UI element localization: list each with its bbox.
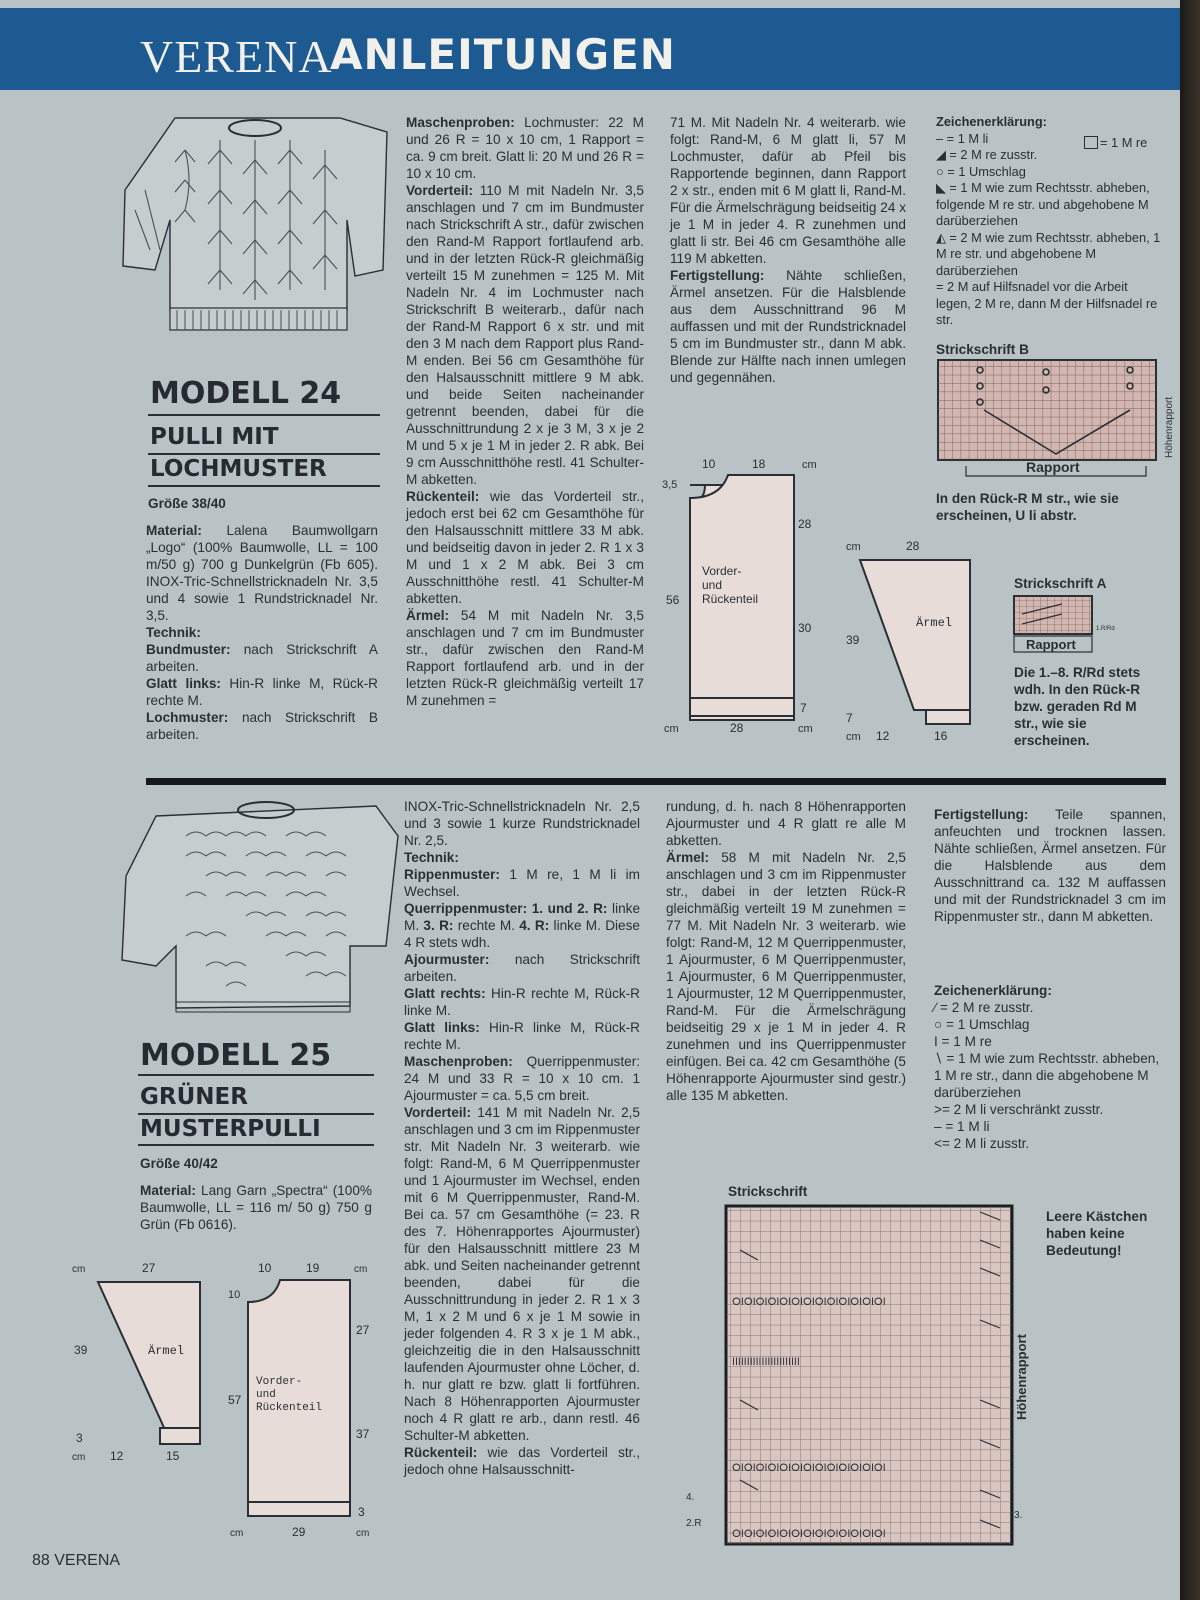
svg-text:cm: cm — [846, 731, 861, 743]
svg-text:37: 37 — [356, 1427, 370, 1441]
body-label-1: Vorder- — [702, 564, 742, 578]
paragraph: Technik: — [146, 625, 201, 640]
paragraph: Rückenteil: wie das Vorderteil str., jedoch erst bei 62 cm Gesamthöhe für den Halsausschnitt mittlere 33 M abk. und beidseitig davon in jeder 2. R 1 x 3 M und 1 x 2 M abk. Bei 3 cm Ausschnitthöhe restl. 41 Schulter-M abketten. — [406, 489, 644, 606]
chartB-title: Strickschrift B — [936, 342, 1029, 357]
svg-text:cm: cm — [802, 459, 817, 471]
model24-column-1 — [146, 522, 378, 743]
model24-column-2 — [406, 114, 644, 709]
model25-chart-title: Strickschrift — [728, 1184, 808, 1199]
magazine-binding — [1180, 0, 1200, 1600]
paragraph: rundung, d. h. nach 8 Höhenrapporten Ajourmuster und 4 R glatt re alle M abketten. — [666, 799, 906, 848]
paragraph: Ajourmuster: nach Strickschrift arbeiten. — [404, 952, 640, 984]
model24-subtitle-1: PULLI MIT — [150, 424, 279, 450]
svg-text:1.R/Rd: 1.R/Rd — [1096, 626, 1115, 632]
svg-text:12: 12 — [110, 1449, 124, 1463]
svg-text:7: 7 — [800, 701, 807, 715]
svg-text:ⵔⵏⵔⵏⵔⵏⵔⵏⵔⵏⵔⵏⵔⵏⵔⵏⵔⵏⵔⵏⵔⵏⵔⵏⵔⵏ: ⵔⵏⵔⵏⵔⵏⵔⵏⵔⵏⵔⵏⵔⵏⵔⵏⵔⵏⵔⵏⵔⵏⵔⵏⵔⵏ — [732, 1529, 886, 1540]
svg-text:28: 28 — [730, 721, 744, 735]
chartB-grid — [936, 358, 1176, 488]
svg-text:3: 3 — [76, 1431, 83, 1445]
paragraph: Rückenteil: wie das Vorderteil str., jedoch ohne Halsausschnitt- — [404, 1445, 640, 1477]
svg-text:und: und — [256, 1389, 276, 1401]
svg-text:7: 7 — [846, 711, 853, 725]
svg-text:18: 18 — [752, 457, 766, 471]
paragraph: Fertigstellung: Teile spannen, anfeuchten und trocknen lassen. Nähte schließen, Ärmel ansetzen. Für die Halsblende aus dem Ausschnittrand ca. 132 M auffassen und mit der Rundstricknadel 3 cm im Rippenmuster str., dann M abketten. — [934, 807, 1166, 924]
model25-title-rule — [138, 1074, 374, 1076]
paragraph: Glatt rechts: Hin-R rechte M, Rück-R linke M. — [404, 986, 641, 1018]
svg-text:ⵔⵏⵔⵏⵔⵏⵔⵏⵔⵏⵔⵏⵔⵏⵔⵏⵔⵏⵔⵏⵔⵏⵔⵏⵔⵏ: ⵔⵏⵔⵏⵔⵏⵔⵏⵔⵏⵔⵏⵔⵏⵔⵏⵔⵏⵔⵏⵔⵏⵔⵏⵔⵏ — [732, 1297, 886, 1308]
model25-title: MODELL 25 — [140, 1038, 332, 1073]
model25-subtitle-rule-2 — [138, 1144, 374, 1146]
model24-column-3 — [670, 114, 906, 386]
svg-text:3,5: 3,5 — [662, 479, 678, 491]
model25-column-4 — [934, 806, 1166, 925]
svg-text:Rückenteil: Rückenteil — [256, 1402, 323, 1414]
model24-sleeve-schematic — [846, 540, 986, 750]
svg-text:ⵔⵏⵔⵏⵔⵏⵔⵏⵔⵏⵔⵏⵔⵏⵔⵏⵔⵏⵔⵏⵔⵏⵔⵏⵔⵏ: ⵔⵏⵔⵏⵔⵏⵔⵏⵔⵏⵔⵏⵔⵏⵔⵏⵔⵏⵔⵏⵔⵏⵔⵏⵔⵏ — [732, 1463, 886, 1474]
svg-text:27: 27 — [356, 1323, 370, 1337]
body-label-3: Rückenteil — [702, 592, 759, 606]
svg-text:cm: cm — [72, 1264, 86, 1275]
paragraph: Vorderteil: 141 M mit Nadeln Nr. 2,5 anschlagen und 3 cm im Rippenmuster str. Mit Nadeln Nr. 3 weiterarb. wie folgt: Rand-M, 6 M Querrippenmuster und 1 Ajourmuster im Wechsel, enden mit 6 M Querrippenmuster, Rand-M. Bei ca. 57 cm Gesamthöhe (= 23. R des 7. Höhenrapportes Ajourmuster) für den Halsausschnitt mittlere 23 M abk. und Seiten nacheinander getrennt beenden, dabei für die Ausschnittrundung in jeder 2. R 1 x 3 M, 1 x 2 M und 6 x je 1 M sowie in jeder folgenden 4. R 3 x je 1 M abk., gleichzeitig die in den Halsausschnitt laufenden Ajourmuster ohne Löcher, d. h. nur glatt re bzw. glatt li fortführen. Nach 8 Höhenrapporten Ajourmuster noch 4 R glatt re arb., dann restl. 46 Schulter-M abketten. — [404, 1105, 640, 1443]
svg-text:56: 56 — [666, 593, 680, 607]
svg-text:3.: 3. — [1014, 1510, 1023, 1521]
model24-subtitle-2: LOCHMUSTER — [150, 456, 327, 482]
svg-text:57: 57 — [228, 1393, 242, 1407]
model25-body-schematic — [228, 1262, 388, 1546]
paragraph: Maschenproben: Lochmuster: 22 M und 26 R = 10 x 10 cm, 1 Rapport = ca. 9 cm breit. Glatt li: 20 M und 26 R = 10 x 10 cm. — [406, 115, 644, 181]
paragraph: Bundmuster: nach Strickschrift A arbeiten. — [146, 642, 378, 674]
svg-text:cm: cm — [846, 541, 861, 553]
svg-text:cm: cm — [230, 1528, 244, 1539]
model25-chart-note: Leere Kästchen haben keine Bedeutung! — [1046, 1209, 1148, 1258]
paragraph: Lochmuster: nach Strickschrift B arbeiten. — [146, 710, 378, 742]
model24-subtitle-rule-2 — [148, 485, 380, 487]
svg-text:cm: cm — [354, 1264, 368, 1275]
paragraph: Maschenproben: Querrippenmuster: 24 M und 33 R = 10 x 10 cm. 1 Ajourmuster = ca. 5,5 cm breit. — [404, 1054, 640, 1103]
model25-material: Material: Lang Garn „Spectra“ (100% Baumwolle, LL = 116 m/ 50 g) 750 g Grün (Fb 0616). — [140, 1183, 372, 1232]
model24-size: Größe 38/40 — [148, 496, 226, 511]
svg-text:2.R: 2.R — [686, 1518, 702, 1529]
paragraph: Rippenmuster: 1 M re, 1 M li im Wechsel. — [404, 867, 640, 899]
svg-text:4.: 4. — [686, 1492, 695, 1503]
svg-text:Vorder-: Vorder- — [256, 1376, 303, 1388]
svg-text:ⵏⵏⵏⵏⵏⵏⵏⵏⵏⵏⵏⵏⵏⵏⵏⵏⵏⵏⵏⵏⵏⵏⵏ: ⵏⵏⵏⵏⵏⵏⵏⵏⵏⵏⵏⵏⵏⵏⵏⵏⵏⵏⵏⵏⵏⵏⵏ — [732, 1357, 800, 1368]
svg-text:Rapport: Rapport — [1026, 637, 1076, 652]
svg-text:Ärmel: Ärmel — [148, 1344, 185, 1358]
svg-text:cm: cm — [798, 723, 813, 735]
model25-column-2 — [404, 798, 640, 1478]
svg-text:10: 10 — [702, 457, 716, 471]
model24-legend: Zeichenerklärung: – = 1 M li ◢ = 2 M re zusstr. ○ = 1 Umschlag ◣ = 1 M wie zum Rechtsstr. abheben, folgende M re str. und abgehobene M darüberziehen ◭ = 2 M wie zum Rechtsstr. abheben, 1 M re str. und abgehobene M darüberziehen = 2 M auf Hilfsnadel vor die Arbeit legen, 2 M re, dann M der Hilfsnadel re str. — [936, 114, 1161, 327]
paragraph: Technik: — [404, 850, 459, 865]
brand-logo: VERENA — [140, 31, 333, 82]
svg-text:3: 3 — [358, 1505, 365, 1519]
model25-sleeve-schematic — [72, 1260, 212, 1470]
chartA-note: Die 1.–8. R/Rd stets wdh. In den Rück-R bzw. geraden Rd M str., wie sie erscheinen. — [1014, 665, 1141, 748]
sweater-25-illustration — [116, 796, 406, 1036]
svg-text:19: 19 — [306, 1261, 320, 1275]
svg-text:cm: cm — [356, 1528, 370, 1539]
legend-box-label: = 1 M re — [1100, 135, 1148, 150]
model25-subtitle-1: GRÜNER — [140, 1084, 248, 1110]
svg-text:cm: cm — [72, 1452, 86, 1463]
paragraph: Querrippenmuster: 1. und 2. R: linke M. 3. R: rechte M. 4. R: linke M. Diese 4 R stets wdh. — [404, 901, 641, 950]
chartA-title: Strickschrift A — [1014, 576, 1107, 591]
svg-text:15: 15 — [166, 1449, 180, 1463]
svg-text:39: 39 — [846, 633, 860, 647]
model25-subtitle-2: MUSTERPULLI — [140, 1116, 321, 1142]
page-footer: 88 VERENA — [32, 1552, 121, 1569]
section-divider — [146, 778, 1166, 785]
svg-text:10: 10 — [258, 1261, 272, 1275]
section-title: ANLEITUNGEN — [330, 30, 676, 79]
paragraph: Ärmel: 54 M mit Nadeln Nr. 3,5 anschlagen und 7 cm im Bundmuster str., dafür zwischen den Rand-M Rapport fortlaufend arb. und in der letzten Rück-R gleichmäßig verteilt 17 M zunehmen = — [406, 608, 644, 708]
svg-text:27: 27 — [142, 1261, 156, 1275]
svg-text:10: 10 — [228, 1289, 241, 1301]
paragraph: INOX-Tric-Schnellstricknadeln Nr. 2,5 und 3 sowie 1 kurze Rundstricknadel Nr. 2,5. — [404, 799, 640, 848]
chartA-grid — [1012, 594, 1122, 656]
paragraph: Glatt links: Hin-R linke M, Rück-R rechte M. — [404, 1020, 640, 1052]
legend-empty-box — [1084, 136, 1098, 149]
model24-title: MODELL 24 — [150, 376, 342, 411]
model25-column-3 — [666, 798, 906, 1104]
svg-text:30: 30 — [798, 621, 812, 635]
paragraph: 71 M. Mit Nadeln Nr. 4 weiterarb. wie folgt: Rand-M, 6 M glatt li, 57 M Lochmuster, dafür ab Pfeil bis Rapportende beginnen, dann Rapport 2 x str., enden mit 6 M glatt li, Rand-M. Für die Ärmelschrägung beidseitig 24 x je 1 M in jeder 4. R zunehmen und glatt li str. Bei 46 cm Gesamthöhe alle 119 M abketten. — [670, 115, 906, 266]
svg-text:Höhenrapport: Höhenrapport — [1164, 396, 1175, 458]
sleeve-label: Ärmel — [916, 616, 953, 630]
svg-text:28: 28 — [798, 517, 812, 531]
svg-text:cm: cm — [664, 723, 679, 735]
svg-text:16: 16 — [934, 729, 948, 743]
svg-text:Rapport: Rapport — [1026, 459, 1080, 475]
header-bar — [0, 8, 1180, 90]
paragraph: Vorderteil: 110 M mit Nadeln Nr. 3,5 anschlagen und 7 cm im Bundmuster nach Strickschrift A str., dafür zwischen den Rand-M Rapport fortlaufend arb. und in der letzten Rück-R gleichmäßig verteilt 15 M zunehmen = 125 M. Mit Nadeln Nr. 4 im Lochmuster nach Strickschrift B weiterarb., dafür nach der Rand-M Rapport 6 x str. und mit den 3 M nach dem Rapport plus Rand-M enden. Bei 56 cm Gesamthöhe für den Halsausschnitt mittlere 9 M abk. und beide Seiten nacheinander getrennt beenden, dabei für die Ausschnittrundung 2 x je 3 M, 3 x je 2 M und 5 x je 1 M in jeder 2. R abk. Bei 9 cm Ausschnitthöhe restl. 41 Schulter-M abketten. — [406, 183, 644, 487]
paragraph: Material: Lalena Baumwollgarn „Logo“ (100% Baumwolle, LL = 100 m/50 g) 700 g Dunkelgrün (Fb 605). INOX-Tric-Schnellstricknadeln Nr. 3,5 und 4 sowie 1 Rundstricknadel Nr. 3,5. — [146, 523, 378, 623]
paragraph: Glatt links: Hin-R linke M, Rück-R rechte M. — [146, 676, 378, 708]
chartB-note: In den Rück-R M str., wie sie erscheinen, U li abstr. — [936, 491, 1119, 523]
model24-body-schematic — [660, 457, 840, 750]
svg-text:28: 28 — [906, 539, 920, 553]
model25-subtitle-rule-1 — [138, 1113, 374, 1115]
paragraph: Fertigstellung: Nähte schließen, Ärmel ansetzen. Für die Halsblende aus dem Ausschnittrand 96 M auffassen und mit der Rundstricknadel 5 cm im Bundmuster str., dann M abk. Blende zur Hälfte nach innen umlegen und gegennähen. — [670, 268, 906, 385]
model24-title-rule — [148, 414, 380, 416]
paragraph: Ärmel: 58 M mit Nadeln Nr. 2,5 anschlagen und 3 cm im Rippenmuster str., dabei in der letzten Rück-R gleichmäßig verteilt 19 M zunehmen = 77 M. Mit Nadeln Nr. 3 weiterarb. wie folgt: Rand-M, 12 M Querrippenmuster, 1 Ajourmuster, 6 M Querrippenmuster, 1 Ajourmuster, 6 M Querrippenmuster, 1 Ajourmuster, 12 M Querrippenmuster, Rand-M. Für die Ärmelschrägung beidseitig 29 x je 1 M in jeder 4. R zunehmen und ins Querrippenmuster einfügen. Bei ca. 42 cm Gesamthöhe (5 Höhenrapporte Ajourmuster sind gestr.) alle 135 M abketten. — [666, 850, 906, 1103]
model25-legend: Zeichenerklärung: ∕ = 2 M re zusstr. ○ = 1 Umschlag I = 1 M re ∖ = 1 M wie zum Rechtsstr. abheben, 1 M re str., dann die abgehobene M darüberziehen >= 2 M li verschränkt zusstr. – = 1 M li <= 2 M li zusstr. — [934, 983, 1160, 1151]
svg-text:Höhenrapport: Höhenrapport — [1014, 1334, 1029, 1420]
svg-text:29: 29 — [292, 1525, 306, 1539]
model25-size: Größe 40/42 — [140, 1156, 218, 1171]
svg-text:39: 39 — [74, 1343, 88, 1357]
sweater-24-illustration — [115, 110, 395, 340]
model25-chart-grid — [686, 1200, 1040, 1550]
svg-text:12: 12 — [876, 729, 890, 743]
body-label-2: und — [702, 578, 723, 592]
model24-subtitle-rule-1 — [148, 453, 380, 455]
